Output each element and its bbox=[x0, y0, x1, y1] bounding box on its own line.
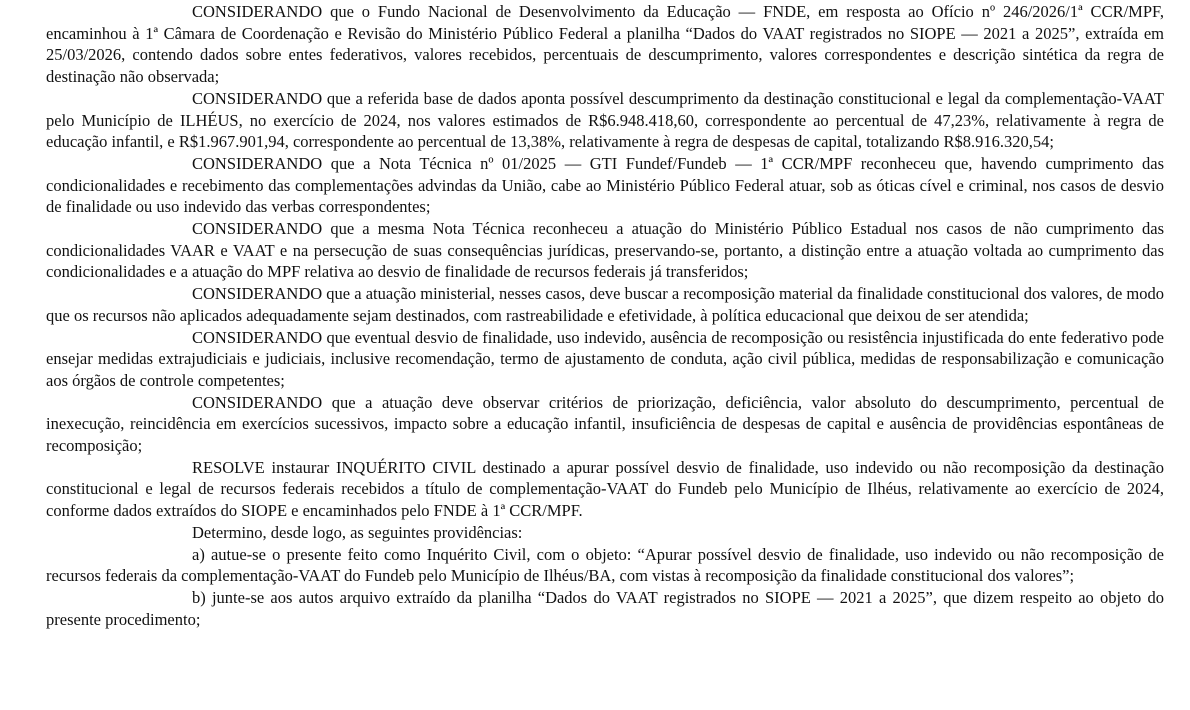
paragraph-considerando-recomposicao-material: CONSIDERANDO que a atuação ministerial, nesses casos, deve buscar a recomposição material da finalidade constitucional dos valores, de modo que os recursos não aplicados adequadamente sejam destinados, com rastreabilidade e efetividade, à política educacional que deixou de ser atendida; bbox=[46, 284, 1164, 325]
paragraph-item-b-junte-se: b) junte-se aos autos arquivo extraído da planilha “Dados do VAAT registrados no SIOPE — 2021 a 2025”, que dizem respeito ao objeto do presente procedimento; bbox=[46, 587, 1164, 629]
paragraph-considerando-ministerio-publico-estadual: CONSIDERANDO que a mesma Nota Técnica reconheceu a atuação do Ministério Público Estadual nos casos de não cumprimento das condicionalidades VAAR e VAAT e na persecução de suas consequências jurídicas, preservando-se, portanto, a distinção entre a atuação voltada ao cumprimento das condicionalidades e a atuação do MPF relativa ao desvio de finalidade de recursos federais já transferidos; bbox=[46, 219, 1164, 282]
paragraph-item-a-autue-se: a) autue-se o presente feito como Inquérito Civil, com o objeto: “Apurar possível desvio de finalidade, uso indevido ou não recomposição de recursos federais da complementação-VAAT do Fundeb pelo Município de Ilhéus/BA, com vistas à recomposição da finalidade constitucional dos valores”; bbox=[46, 544, 1164, 586]
paragraph-considerando-nota-tecnica: CONSIDERANDO que a Nota Técnica nº 01/2025 — GTI Fundef/Fundeb — 1ª CCR/MPF reconheceu que, havendo cumprimento das condicionalidades e recebimento das complementações advindas da União, cabe ao Ministério Público Federal atuar, sob as óticas cível e criminal, nos casos de desvio de finalidade ou uso indevido das verbas correspondentes; bbox=[46, 153, 1164, 217]
paragraph-considerando-fnde-oficio: CONSIDERANDO que o Fundo Nacional de Desenvolvimento da Educação — FNDE, em resposta ao Ofício nº 246/2026/1ª CCR/MPF, encaminhou à 1ª Câmara de Coordenação e Revisão do Ministério Público Federal a planilha “Dados do VAAT registrados no SIOPE — 2021 a 2025”, extraída em 25/03/2026, contendo dados sobre entes federativos, valores recebidos, percentuais de descumprimento, valores correspondentes e descrição sintética da regra de destinação não observada; bbox=[46, 2, 1164, 87]
document-body bbox=[46, 1, 1164, 630]
paragraph-resolve-instaurar-inquerito: RESOLVE instaurar INQUÉRITO CIVIL destinado a apurar possível desvio de finalidade, uso indevido ou não recomposição da destinação constitucional e legal de recursos federais recebidos a título de complementação-VAAT do Fundeb pelo Município de Ilhéus, relativamente ao exercício de 2024, conforme dados extraídos do SIOPE e encaminhados pelo FNDE à 1ª CCR/MPF. bbox=[46, 457, 1164, 521]
paragraph-considerando-criterios-priorizacao: CONSIDERANDO que a atuação deve observar critérios de priorização, deficiência, valor absoluto do descumprimento, percentual de inexecução, reincidência em exercícios sucessivos, impacto sobre a educação infantil, insuficiência de despesas de capital e ausência de providências espontâneas de recomposição; bbox=[46, 392, 1164, 456]
paragraph-considerando-descumprimento-ilheus: CONSIDERANDO que a referida base de dados aponta possível descumprimento da destinação constitucional e legal da complementação-VAAT pelo Município de ILHÉUS, no exercício de 2024, nos valores estimados de R$6.948.418,60, correspondente ao percentual de 47,23%, relativamente à regra de educação infantil, e R$1.967.901,94, correspondente ao percentual de 13,38%, relativamente à regra de despesas de capital, totalizando R$8.916.320,54; bbox=[46, 88, 1164, 152]
paragraph-considerando-medidas-extrajudiciais: CONSIDERANDO que eventual desvio de finalidade, uso indevido, ausência de recomposição ou resistência injustificada do ente federativo pode ensejar medidas extrajudiciais e judiciais, inclusive recomendação, termo de ajustamento de conduta, ação civil pública, medidas de responsabilização e comunicação aos órgãos de controle competentes; bbox=[46, 327, 1164, 390]
paragraph-determino-providencias: Determino, desde logo, as seguintes providências: bbox=[192, 522, 523, 542]
